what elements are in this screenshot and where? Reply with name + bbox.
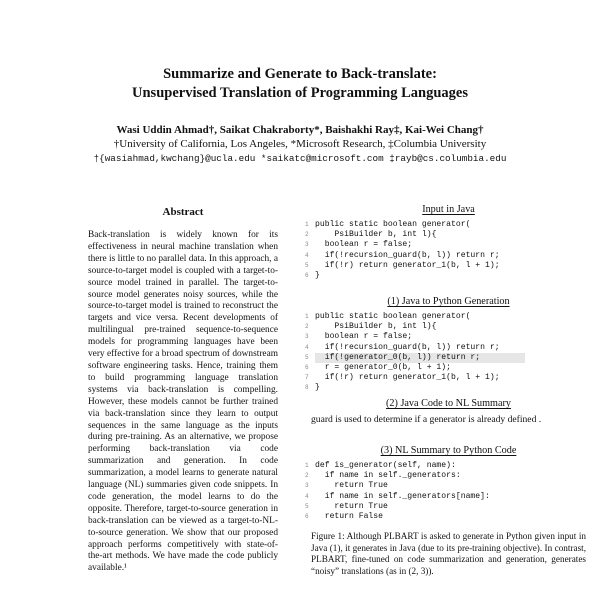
gen2-heading: (2) Java Code to NL Summary — [386, 398, 511, 409]
code-line: 5 return True — [305, 501, 388, 511]
title-line-1: Summarize and Generate to Back-translate: — [163, 66, 437, 82]
figure-caption: Figure 1: Although PLBART is asked to generate in Python given input in Java (1), it generates in Java (due to its pre-training objective). In contrast, PLBART, fine-tuned on code summarization and generation, generates “noisy” translations (as in (2, 3)). — [311, 531, 586, 577]
code-line: 1 public static boolean generator( — [305, 220, 471, 229]
python-code-block — [305, 461, 595, 522]
code-line: 4 if name in self._generators[name]: — [305, 491, 490, 501]
code-line: 2 PsiBuilder b, int l){ — [305, 322, 437, 332]
code-line: 6 } — [305, 271, 320, 281]
author-emails: †{wasiahmad,kwchang}@ucla.edu *saikatc@microsoft.com ‡rayb@cs.columbia.edu — [93, 153, 507, 164]
code-line: 7 if(!r) return generator_1(b, l + 1); — [305, 373, 500, 383]
code-line: 6 r = generator_0(b, l + 1); — [305, 363, 451, 373]
figure-input-heading: Input in Java — [422, 204, 475, 215]
gen3-heading: (3) NL Summary to Python Code — [380, 445, 517, 456]
code-line: 4 if(!recursion_guard(b, l)) return r; — [305, 342, 500, 352]
code-line: 3 boolean r = false; — [305, 332, 413, 342]
code-line: 3 return True — [305, 481, 388, 491]
affiliations: †University of California, Los Angeles, *Microsoft Research, ‡Columbia University — [113, 138, 487, 150]
gen1-code-block — [305, 312, 595, 394]
author-names: Wasi Uddin Ahmad†, Saikat Chakraborty*, Baishakhi Ray‡, Kai-Wei Chang† — [116, 124, 484, 136]
author-block — [0, 123, 600, 151]
title-line-2: Unsupervised Translation of Programming Languages — [132, 85, 468, 101]
nl-summary-text: guard is used to determine if a generator is already defined . — [311, 414, 542, 425]
code-line: 8 } — [305, 383, 320, 393]
java-code-block — [305, 220, 595, 281]
code-line: 2 PsiBuilder b, int l){ — [305, 230, 437, 240]
code-line: 3 boolean r = false; — [305, 240, 413, 250]
code-line: 6 return False — [305, 512, 383, 522]
gen1-heading: (1) Java to Python Generation — [387, 296, 510, 307]
code-line: 2 if name in self._generators: — [305, 471, 461, 481]
code-line: 4 if(!recursion_guard(b, l)) return r; — [305, 250, 500, 260]
code-line: 5 if(!generator_0(b, l)) return r; — [305, 353, 595, 363]
paper-title — [0, 65, 600, 103]
code-line: 5 if(!r) return generator_1(b, l + 1); — [305, 260, 500, 270]
abstract-heading: Abstract — [162, 206, 204, 218]
code-line: 1 public static boolean generator( — [305, 312, 471, 321]
code-line: 1 def is_generator(self, name): — [305, 461, 456, 470]
abstract-body: Back-translation is widely known for its effectiveness in neural machine translation when there is little to no parallel data. In this approach, a source-to-target model is coupled with a target-to-source model trained in parallel. The target-to-source model generates noisy sources, while the source-to-target model is trained to reconstruct the targets and vice versa. Recent developments of multilingual pre-trained sequence-to-sequence models for programming languages have been very effective for a broad spectrum of downstream software engineering tasks. Hence, training them to build programming language translation systems via back-translation is compelling. However, these models cannot be further trained via back-translation since they learn to output sequences in the same language as the inputs during pre-training. As an alternative, we propose performing back-translation via code summarization and generation. In code summarization, a model learns to generate natural language (NL) summaries given code snippets. In code generation, the model learns to do the opposite. Therefore, target-to-source generation in back-translation can be viewed as a target-to-NL-to-source generation. We show that our proposed approach performs competitively with state-of-the-art methods. We have made the code publicly available.¹ — [88, 230, 278, 574]
